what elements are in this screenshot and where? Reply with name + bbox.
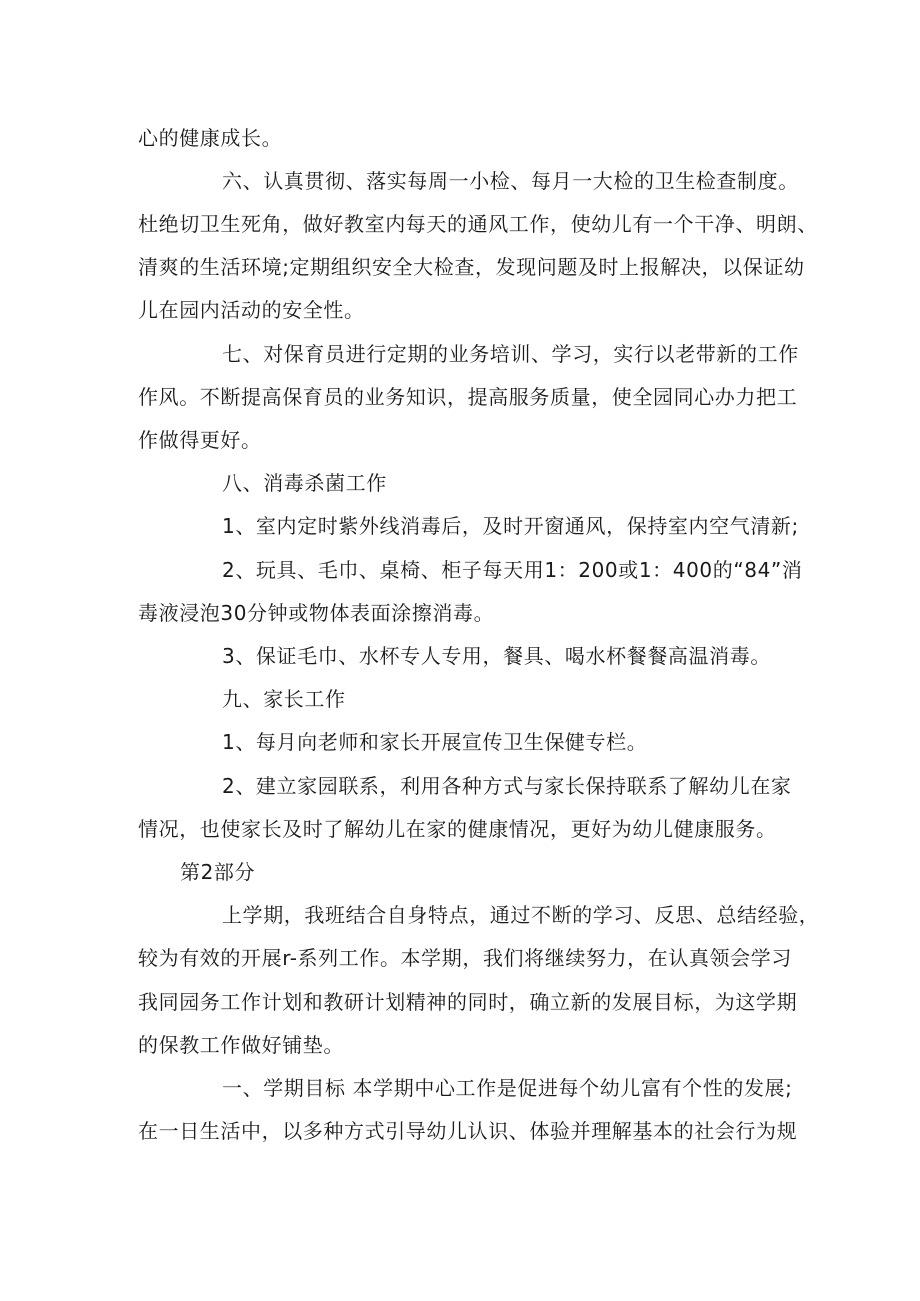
text-line: 2、玩具、毛巾、桌椅、柜子每天用1：200或1：400的“84”消	[222, 558, 803, 582]
text-line: 1、每月向老师和家长开展宣传卫生保健专栏。	[222, 730, 648, 754]
text-line: 作风。不断提高保育员的业务知识，提高服务质量，使全园同心办力把工	[138, 385, 798, 409]
text-line: 杜绝切卫生死角，做好教室内每天的通风工作，使幼儿有一个干净、明朗、	[138, 212, 818, 236]
text-line: 儿在园内活动的安全性。	[138, 298, 365, 322]
text-line: 一、学期目标 本学期中心工作是促进每个幼儿富有个性的发展;	[222, 1076, 793, 1100]
text-line: 2、建立家园联系，利用各种方式与家长保持联系了解幼儿在家	[222, 774, 792, 798]
text-line: 的保教工作做好铺垫。	[138, 1033, 344, 1057]
text-line: 3、保证毛巾、水杯专人专用，餐具、喝水杯餐餐高温消毒。	[222, 644, 771, 668]
section-heading: 八、消毒杀菌工作	[222, 471, 387, 495]
text-line: 我同园务工作计划和教研计划精神的同时，确立新的发展目标，为这学期	[138, 990, 798, 1014]
text-line: 清爽的生活环境;定期组织安全大检查，发现问题及时上报解决，以保证幼	[138, 255, 805, 279]
text-line: 毒液浸泡30分钟或物体表面涂擦消毒。	[138, 601, 495, 625]
text-line: 上学期，我班结合自身特点，通过不断的学习、反思、总结经验，	[222, 903, 820, 927]
text-line: 1、室内定时紫外线消毒后，及时开窗通风，保持室内空气清新;	[222, 514, 799, 538]
text-line: 较为有效的开展r-系列工作。本学期，我们将继续努力，在认真领会学习	[138, 946, 792, 970]
part-heading: 第2部分	[180, 860, 256, 884]
text-line: 作做得更好。	[138, 428, 262, 452]
text-line: 六、认真贯彻、落实每周一小检、每月一大检的卫生检查制度。	[222, 169, 799, 193]
text-line: 七、对保育员进行定期的业务培训、学习，实行以老带新的工作	[222, 342, 799, 366]
text-line: 情况，也使家长及时了解幼儿在家的健康情况，更好为幼儿健康服务。	[138, 817, 777, 841]
text-line: 心的健康成长。	[138, 126, 283, 150]
text-line: 在一日生活中，以多种方式引导幼儿认识、体验并理解基本的社会行为规	[138, 1119, 798, 1143]
section-heading: 九、家长工作	[222, 687, 346, 711]
